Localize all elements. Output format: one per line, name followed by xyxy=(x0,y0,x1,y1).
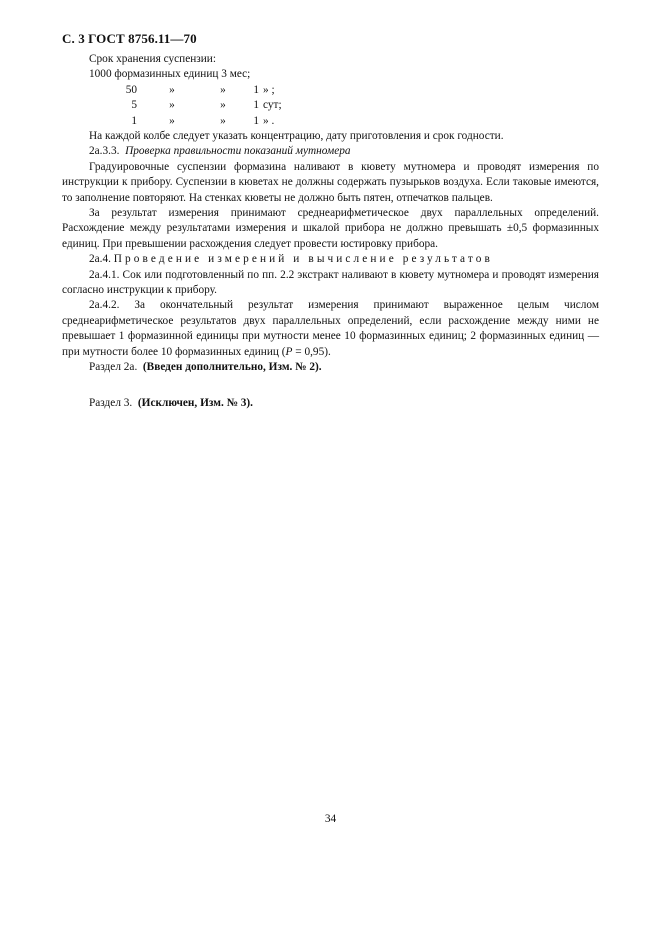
section-label: Раздел 3. xyxy=(89,397,133,410)
storage-conc: 5 xyxy=(131,99,137,112)
ditto-mark: » xyxy=(169,99,175,112)
spacer xyxy=(62,375,599,390)
calibration-paragraph: Градуировочные суспензии формазина наливают в кювету мутномера и проводят измерения по инструкции к прибору. Суспензии в кюветах не должны содержать пузырьков воздуха. Если таковые имеются, то заполнение повторяют. На стенках кюветы не должно быть пятен, отпечатков пальцев. xyxy=(62,160,599,204)
section-2a33-heading xyxy=(62,144,599,159)
section-2a-note xyxy=(62,360,599,375)
ditto-mark: » xyxy=(220,114,226,127)
storage-period-num: 1 xyxy=(253,83,259,96)
ditto-mark: » xyxy=(220,83,226,96)
probability-symbol: P xyxy=(285,345,293,358)
amendment-note: (Исключен, Изм. № 3). xyxy=(137,397,253,410)
result-paragraph: За результат измерения принимают среднеарифметическое двух параллельных определений. Расхождение между результатами измерения и шкалой прибора не должно превышать ±0,5 формазинных единиц. При превышении расхождения следует провести юстировку прибора. xyxy=(62,207,599,250)
storage-period-unit: сут; xyxy=(263,99,282,112)
ditto-mark: » xyxy=(169,83,175,96)
storage-unit: формазинных единиц xyxy=(114,68,219,81)
section-3-note xyxy=(62,396,599,411)
section-number: 2а.4. xyxy=(89,253,111,266)
storage-period-unit: » ; xyxy=(263,83,275,96)
storage-row xyxy=(89,83,599,98)
storage-conc: 50 xyxy=(125,83,137,96)
storage-title: Срок хранения суспензии: xyxy=(89,53,216,65)
section-2a4-heading xyxy=(62,252,599,267)
storage-row xyxy=(89,98,599,113)
page-header: С. 3 ГОСТ 8756.11—70 xyxy=(62,31,197,46)
storage-conc: 1000 xyxy=(89,68,112,81)
section-label: Раздел 2а. xyxy=(89,361,138,374)
page-content xyxy=(62,52,599,412)
storage-period-unit: » . xyxy=(263,114,275,127)
section-2a42-text: 2а.4.2. За окончательный результат измерения принимают выраженное целым числом среднеарифметическое результатов двух параллельных определений, если расхождение между ними не превышает 1 формазинной единицы при мутности менее 10 формазинных единиц; 2 формазинных единиц — при мутности более 10 формазинных единиц ( xyxy=(62,299,599,358)
storage-row-first xyxy=(89,67,599,82)
ditto-mark: » xyxy=(169,114,175,127)
amendment-note: (Введен дополнительно, Изм. № 2). xyxy=(142,361,322,374)
storage-period: 3 мес; xyxy=(221,68,251,81)
section-title: Проверка правильности показаний мутномера xyxy=(125,145,351,158)
section-2a41: 2а.4.1. Сок или подготовленный по пп. 2.2 экстракт наливают в кювету мутномера и проводят измерения согласно инструкции к прибору. xyxy=(62,268,599,297)
storage-row xyxy=(89,114,599,129)
storage-period-num: 1 xyxy=(253,114,259,127)
storage-table xyxy=(62,67,599,129)
section-title: Проведение измерений и вычисление результатов xyxy=(113,253,493,266)
page-number: 34 xyxy=(324,813,337,825)
ditto-mark: » xyxy=(220,99,226,112)
section-number: 2а.3.3. xyxy=(89,145,120,158)
probability-value: = 0,95). xyxy=(292,345,331,358)
flask-note: На каждой колбе следует указать концентрацию, дату приготовления и срок годности. xyxy=(89,129,504,142)
section-2a42 xyxy=(62,298,599,360)
storage-conc: 1 xyxy=(131,114,137,127)
storage-period-num: 1 xyxy=(253,99,259,112)
